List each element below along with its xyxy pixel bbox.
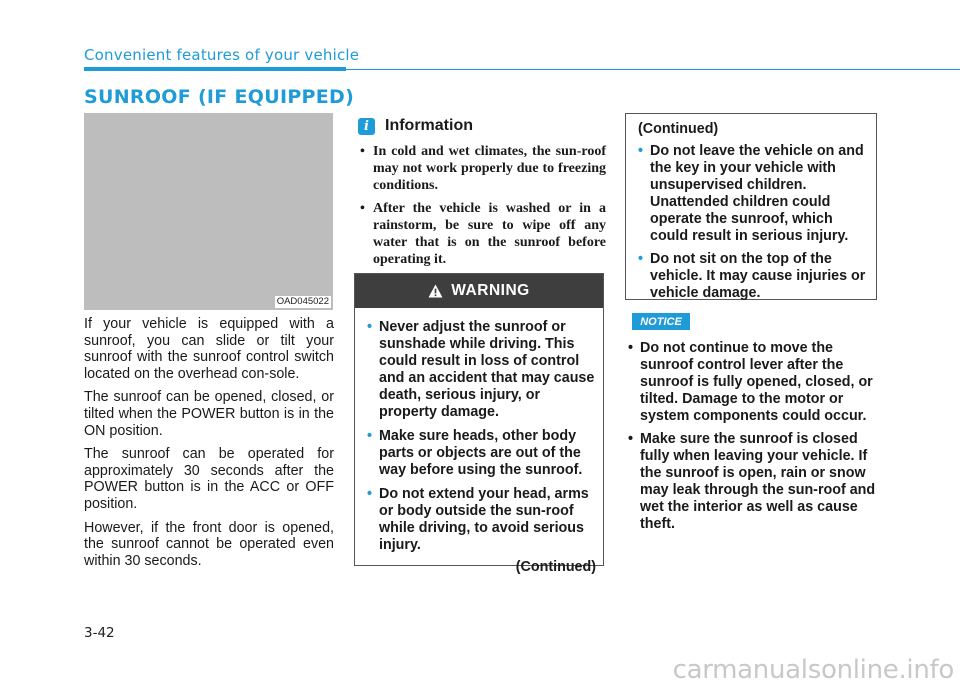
page-number: 3-42 [84, 625, 115, 641]
notice-item: • Make sure the sunroof is closed fully when leaving your vehicle. If the sunroof is open, rain or snow may leak through the sun-roof and wet the interior as well as cause theft. [625, 431, 880, 533]
header-rule-thin [346, 69, 960, 70]
watermark: carmanualsonline.info [672, 655, 954, 685]
continued-item: • Do not sit on the top of the vehicle. It may cause injuries or vehicle damage. [638, 251, 868, 302]
warning-list [355, 319, 603, 554]
information-list [356, 143, 606, 268]
warning-continued-label: (Continued) [515, 559, 596, 575]
body-paragraph: However, if the front door is opened, the sunroof cannot be operated even within 30 seconds. [84, 519, 334, 569]
notice-item: • Do not continue to move the sunroof control lever after the sunroof is fully opened, closed, or tilted. Damage to the motor or system components could occur. [625, 340, 880, 425]
warning-item: • Make sure heads, other body parts or objects are out of the way before using the sunroof. [367, 428, 595, 479]
warning-item: • Never adjust the sunroof or sunshade while driving. This could result in loss of control and an accident that may cause death, serious injury, or property damage. [367, 319, 595, 421]
body-paragraph: The sunroof can be operated for approximately 30 seconds after the POWER button is in the ACC or OFF position. [84, 446, 334, 512]
information-item: • After the vehicle is washed or in a rainstorm, be sure to wipe off any water that is on the sunroof before operating it. [356, 200, 606, 268]
figure-caption: OAD045022 [276, 296, 329, 307]
warning-title: WARNING [451, 282, 530, 299]
section-header: Convenient features of your vehicle [84, 46, 360, 64]
information-title: Information [385, 117, 473, 134]
continued-label: (Continued) [638, 121, 719, 137]
body-paragraph: If your vehicle is equipped with a sunroof, you can slide or tilt your sunroof with the sunroof control switch located on the overhead con-sole. [84, 316, 334, 382]
info-icon: i [358, 118, 375, 135]
warning-header [355, 274, 603, 308]
warning-box [354, 273, 604, 575]
information-block [356, 115, 606, 274]
information-item: • In cold and wet climates, the sun-roof may not work properly due to freezing conditions. [356, 143, 606, 194]
warning-item: • Do not extend your head, arms or body outside the sun-roof while driving, to avoid serious injury. [367, 486, 595, 554]
header-rule-thick [84, 67, 346, 71]
section-title: SUNROOF (IF EQUIPPED) [84, 86, 355, 108]
notice-badge: NOTICE [632, 313, 690, 330]
body-paragraph: The sunroof can be opened, closed, or tilted when the POWER button is in the ON position. [84, 389, 334, 439]
warning-triangle-icon [428, 284, 443, 298]
continued-warning-box [625, 113, 877, 300]
body-text [84, 316, 334, 576]
continued-item: • Do not leave the vehicle on and the key in your vehicle with unsupervised children. Unattended children could operate the sunroof, which could result in serious injury. [638, 143, 868, 245]
sunroof-figure [84, 113, 333, 310]
information-header [356, 115, 606, 137]
continued-list [638, 143, 868, 302]
notice-list [625, 340, 880, 539]
